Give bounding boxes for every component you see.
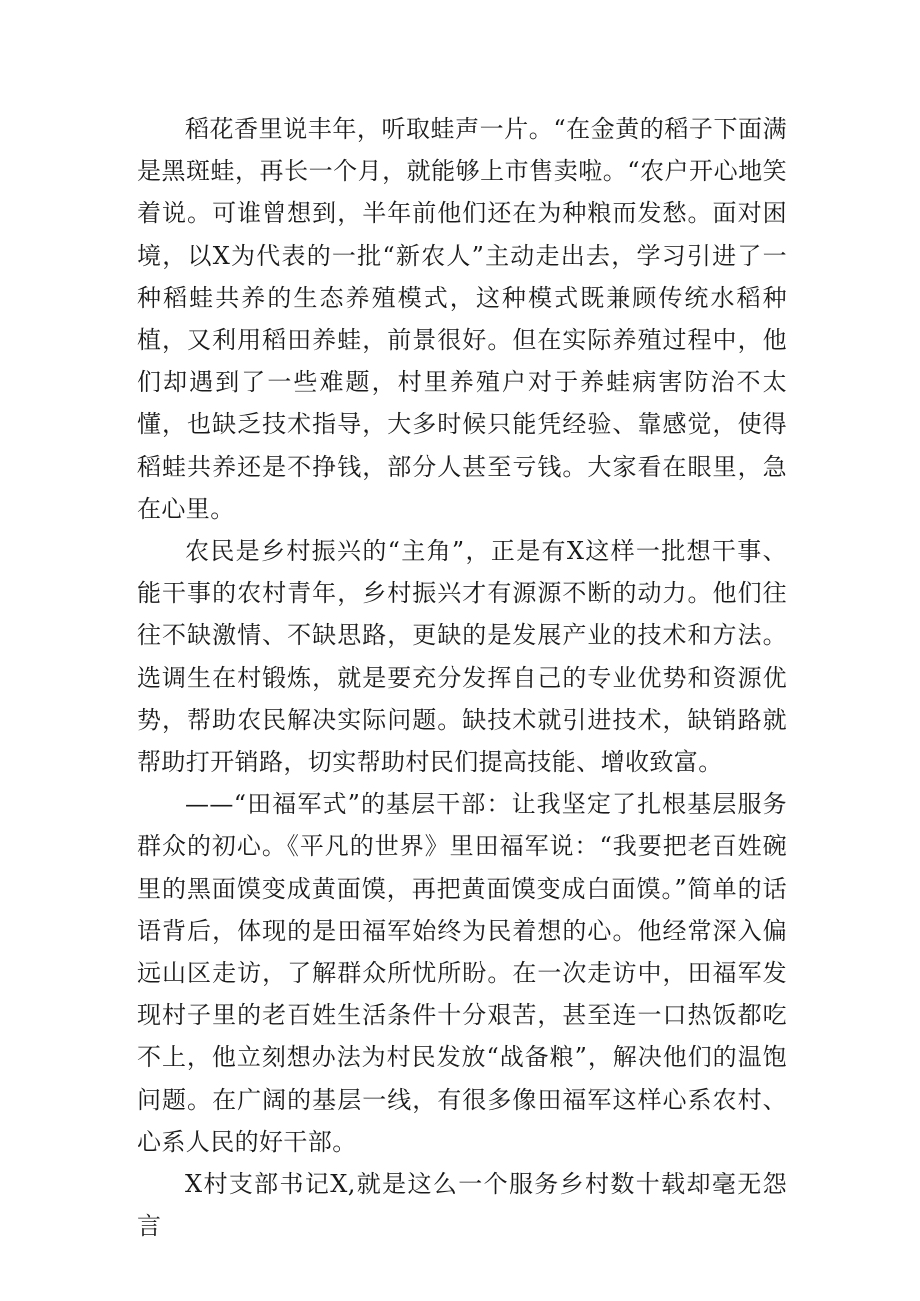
paragraph-rice-frog-farming: 稻花香里说丰年，听取蛙声一片。“在金黄的稻子下面满是黑斑蛙，再长一个月，就能够上市售卖啦。“农户开心地笑着说。可谁曾想到，半年前他们还在为种粮而发愁。面对困境，以X为代表的一批“新农人”主动走出去，学习引进了一种稻蛙共养的生态养殖模式，这种模式既兼顾传统水稻种植，又利用稻田养蛙，前景很好。但在实际养殖过程中，他们却遇到了一些难题，村里养殖户对于养蛙病害防治不太懂，也缺乏技术指导，大多时候只能凭经验、靠感觉，使得稻蛙共养还是不挣钱，部分人甚至亏钱。大家看在眼里，急在心里。 bbox=[137, 115, 787, 523]
paragraph-tian-fujun-cadre: ——“田福军式”的基层干部：让我坚定了扎根基层服务群众的初心。《平凡的世界》里田福军说：“我要把老百姓碗里的黑面馍变成黄面馍，再把黄面馍变成白面馍。”简单的话语背后，体现的是田福军始终为民着想的心。他经常深入偏远山区走访，了解群众所忧所盼。在一次走访中，田福军发现村子里的老百姓生活条件十分艰苦，甚至连一口热饭都吃不上，他立刻想办法为村民发放“战备粮”，解决他们的温饱问题。在广阔的基层一线，有很多像田福军这样心系农村、心系人民的好干部。 bbox=[137, 790, 787, 1156]
paragraph-village-secretary: X村支部书记X,就是这么一个服务乡村数十载却毫无怨言 bbox=[137, 1170, 787, 1241]
paragraph-farmers-main-role: 农民是乡村振兴的“主角”，正是有X这样一批想干事、能干事的农村青年，乡村振兴才有源源不断的动力。他们往往不缺激情、不缺思路，更缺的是发展产业的技术和方法。选调生在村锻炼，就是要充分发挥自己的专业优势和资源优势，帮助农民解决实际问题。缺技术就引进技术，缺销路就帮助打开销路，切实帮助村民们提高技能、增收致富。 bbox=[137, 537, 787, 777]
document-body bbox=[137, 108, 787, 1247]
